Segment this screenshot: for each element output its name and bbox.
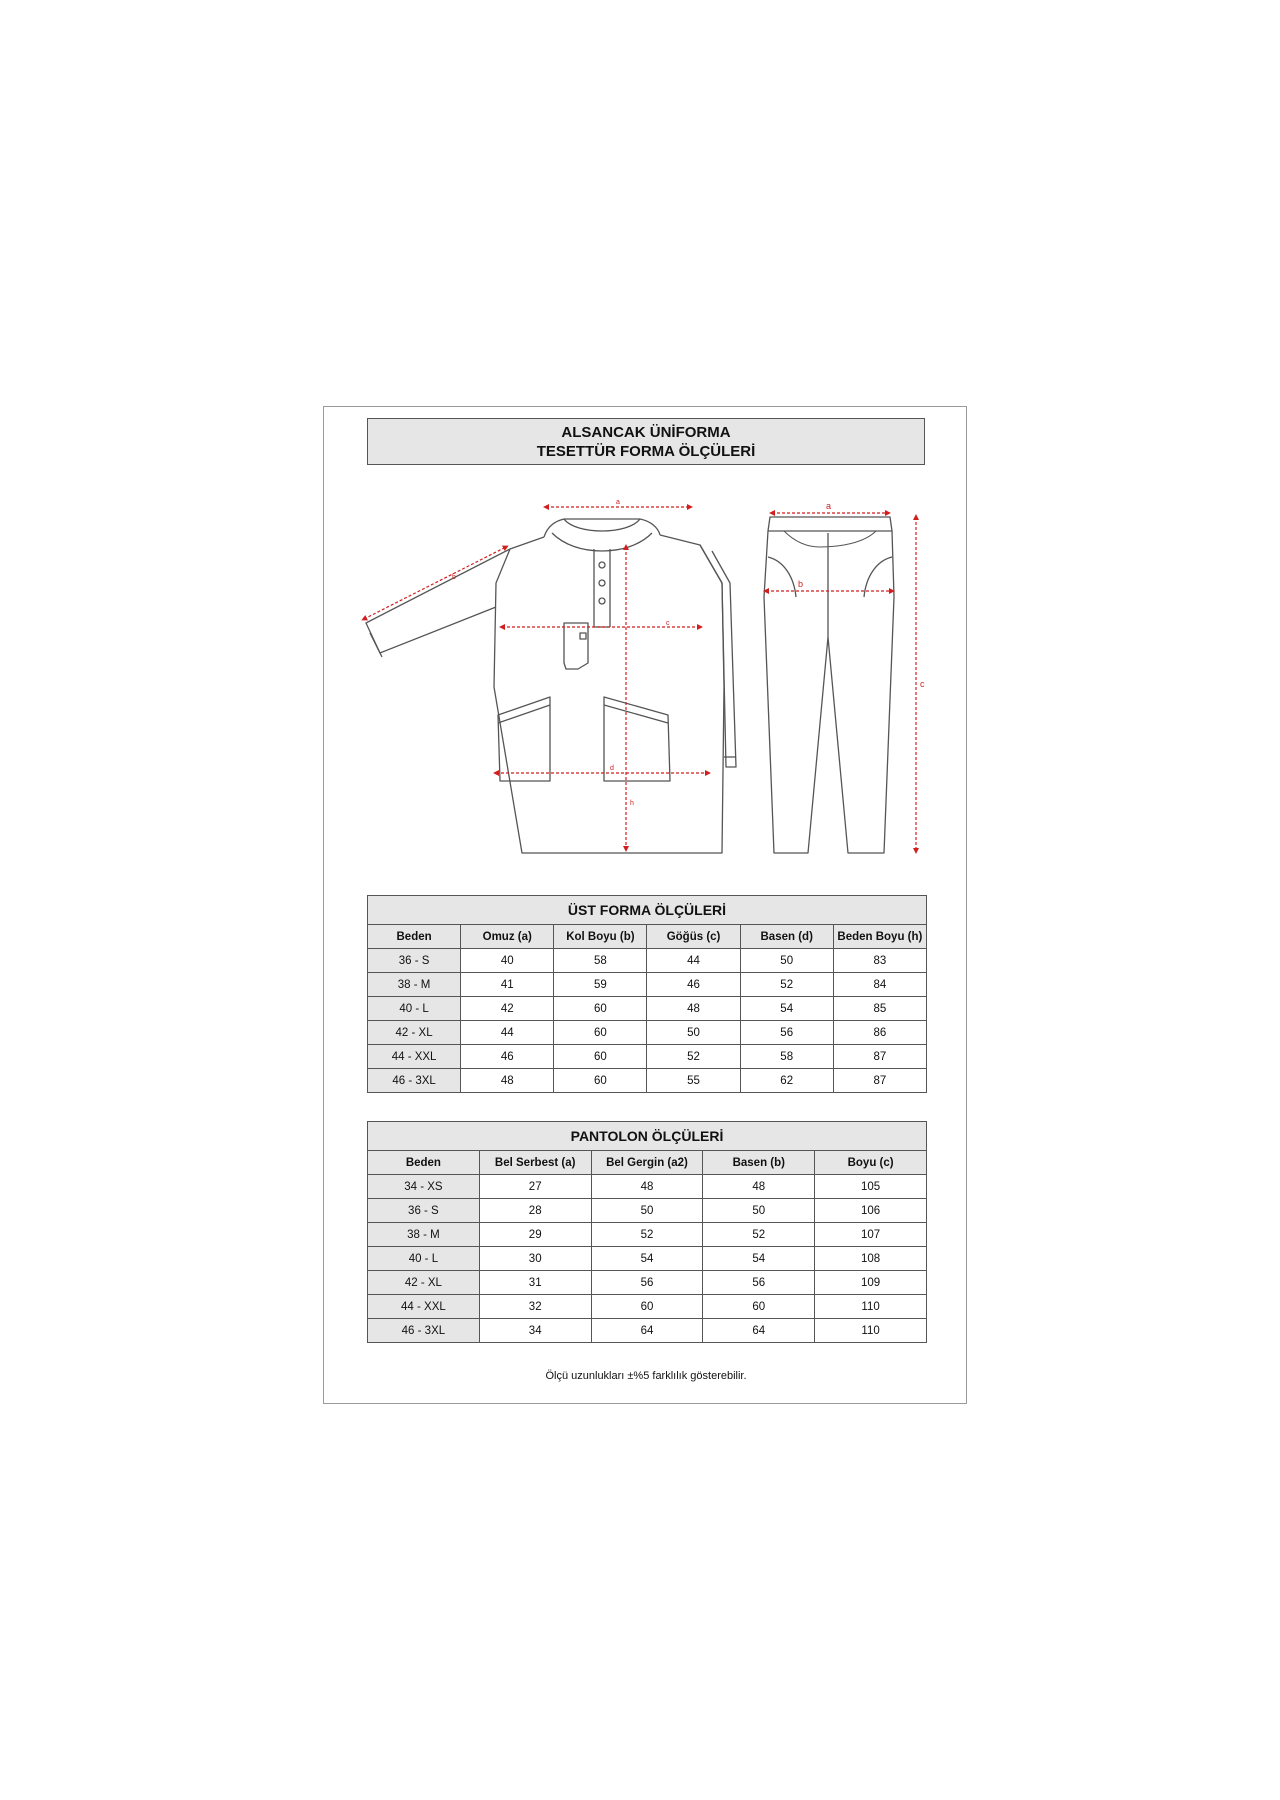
value-cell: 84 — [833, 973, 926, 997]
column-header: Boyu (c) — [815, 1151, 927, 1175]
tunic-label-b: b — [452, 574, 456, 581]
value-cell: 29 — [479, 1223, 591, 1247]
pants-label-c: c — [920, 679, 925, 689]
value-cell: 106 — [815, 1199, 927, 1223]
tunic-measure-labels — [452, 499, 670, 807]
value-cell: 50 — [647, 1021, 740, 1045]
size-cell: 46 - 3XL — [368, 1069, 461, 1093]
value-cell: 52 — [647, 1045, 740, 1069]
value-cell: 64 — [591, 1319, 703, 1343]
chart-title-line2: TESETTÜR FORMA ÖLÇÜLERİ — [536, 443, 756, 460]
value-cell: 28 — [479, 1199, 591, 1223]
column-header: Beden Boyu (h) — [833, 925, 926, 949]
value-cell: 44 — [461, 1021, 554, 1045]
pants-measure-labels — [798, 501, 925, 689]
table-row — [368, 1199, 927, 1223]
value-cell: 109 — [815, 1271, 927, 1295]
value-cell: 48 — [461, 1069, 554, 1093]
pants-label-a: a — [826, 501, 832, 511]
table-row — [368, 1021, 927, 1045]
tunic-measure-lines — [364, 507, 708, 849]
value-cell: 110 — [815, 1295, 927, 1319]
value-cell: 83 — [833, 949, 926, 973]
column-header: Bel Serbest (a) — [479, 1151, 591, 1175]
value-cell: 107 — [815, 1223, 927, 1247]
value-cell: 60 — [554, 997, 647, 1021]
table-row — [368, 1319, 927, 1343]
size-cell: 40 - L — [368, 1247, 480, 1271]
tunic-label-h: h — [630, 800, 634, 807]
column-header: Basen (b) — [703, 1151, 815, 1175]
value-cell: 48 — [647, 997, 740, 1021]
column-header: Basen (d) — [740, 925, 833, 949]
column-header: Beden — [368, 1151, 480, 1175]
value-cell: 87 — [833, 1069, 926, 1093]
top-table-header-row — [368, 925, 927, 949]
size-cell: 38 - M — [368, 973, 461, 997]
size-cell: 40 - L — [368, 997, 461, 1021]
table-row — [368, 1271, 927, 1295]
value-cell: 46 — [647, 973, 740, 997]
top-size-table-wrap — [367, 895, 927, 1093]
value-cell: 40 — [461, 949, 554, 973]
column-header: Beden — [368, 925, 461, 949]
size-cell: 44 - XXL — [368, 1045, 461, 1069]
value-cell: 54 — [703, 1247, 815, 1271]
size-cell: 46 - 3XL — [368, 1319, 480, 1343]
value-cell: 58 — [740, 1045, 833, 1069]
value-cell: 56 — [591, 1271, 703, 1295]
value-cell: 105 — [815, 1175, 927, 1199]
size-cell: 36 - S — [368, 1199, 480, 1223]
value-cell: 55 — [647, 1069, 740, 1093]
value-cell: 60 — [554, 1069, 647, 1093]
pants-table-header-row — [368, 1151, 927, 1175]
value-cell: 60 — [554, 1045, 647, 1069]
chart-title-box — [367, 418, 925, 465]
table-row — [368, 973, 927, 997]
value-cell: 60 — [554, 1021, 647, 1045]
pants-outline — [764, 517, 894, 853]
pants-table-title: PANTOLON ÖLÇÜLERİ — [367, 1121, 927, 1150]
tunic-label-a: a — [616, 499, 620, 506]
size-cell: 36 - S — [368, 949, 461, 973]
pants-size-table — [367, 1121, 927, 1343]
value-cell: 50 — [591, 1199, 703, 1223]
top-size-table — [367, 895, 927, 1093]
pants-size-table-wrap — [367, 1121, 927, 1343]
value-cell: 42 — [461, 997, 554, 1021]
table-row — [368, 1045, 927, 1069]
chart-title-line1: ALSANCAK ÜNİFORMA — [561, 424, 731, 441]
value-cell: 58 — [554, 949, 647, 973]
size-chart-sheet — [323, 406, 967, 1404]
value-cell: 64 — [703, 1319, 815, 1343]
value-cell: 48 — [591, 1175, 703, 1199]
tolerance-note: Ölçü uzunlukları ±%5 farklılık gösterebilir. — [545, 1370, 747, 1382]
column-header: Bel Gergin (a2) — [591, 1151, 703, 1175]
table-row — [368, 949, 927, 973]
pants-label-b: b — [798, 579, 804, 589]
garment-drawing — [324, 487, 968, 857]
value-cell: 30 — [479, 1247, 591, 1271]
value-cell: 44 — [647, 949, 740, 973]
value-cell: 108 — [815, 1247, 927, 1271]
size-cell: 42 - XL — [368, 1271, 480, 1295]
value-cell: 87 — [833, 1045, 926, 1069]
size-cell: 42 - XL — [368, 1021, 461, 1045]
column-header: Kol Boyu (b) — [554, 925, 647, 949]
value-cell: 32 — [479, 1295, 591, 1319]
tunic-label-c: c — [666, 620, 670, 627]
value-cell: 48 — [703, 1175, 815, 1199]
tunic-label-d: d — [610, 765, 614, 772]
value-cell: 62 — [740, 1069, 833, 1093]
value-cell: 54 — [591, 1247, 703, 1271]
value-cell: 56 — [703, 1271, 815, 1295]
pants-table-body — [368, 1175, 927, 1343]
value-cell: 52 — [703, 1223, 815, 1247]
top-table-body — [368, 949, 927, 1093]
size-cell: 38 - M — [368, 1223, 480, 1247]
table-row — [368, 1247, 927, 1271]
value-cell: 56 — [740, 1021, 833, 1045]
value-cell: 52 — [740, 973, 833, 997]
value-cell: 59 — [554, 973, 647, 997]
table-row — [368, 1223, 927, 1247]
tunic-outline — [366, 519, 736, 853]
value-cell: 34 — [479, 1319, 591, 1343]
column-header: Omuz (a) — [461, 925, 554, 949]
value-cell: 60 — [703, 1295, 815, 1319]
value-cell: 60 — [591, 1295, 703, 1319]
value-cell: 85 — [833, 997, 926, 1021]
value-cell: 52 — [591, 1223, 703, 1247]
value-cell: 27 — [479, 1175, 591, 1199]
value-cell: 86 — [833, 1021, 926, 1045]
value-cell: 110 — [815, 1319, 927, 1343]
column-header: Göğüs (c) — [647, 925, 740, 949]
value-cell: 31 — [479, 1271, 591, 1295]
size-cell: 44 - XXL — [368, 1295, 480, 1319]
table-row — [368, 1069, 927, 1093]
value-cell: 41 — [461, 973, 554, 997]
table-row — [368, 997, 927, 1021]
size-cell: 34 - XS — [368, 1175, 480, 1199]
value-cell: 50 — [740, 949, 833, 973]
value-cell: 46 — [461, 1045, 554, 1069]
value-cell: 50 — [703, 1199, 815, 1223]
top-table-title: ÜST FORMA ÖLÇÜLERİ — [367, 895, 927, 924]
garment-illustration — [324, 487, 968, 857]
table-row — [368, 1175, 927, 1199]
value-cell: 54 — [740, 997, 833, 1021]
table-row — [368, 1295, 927, 1319]
